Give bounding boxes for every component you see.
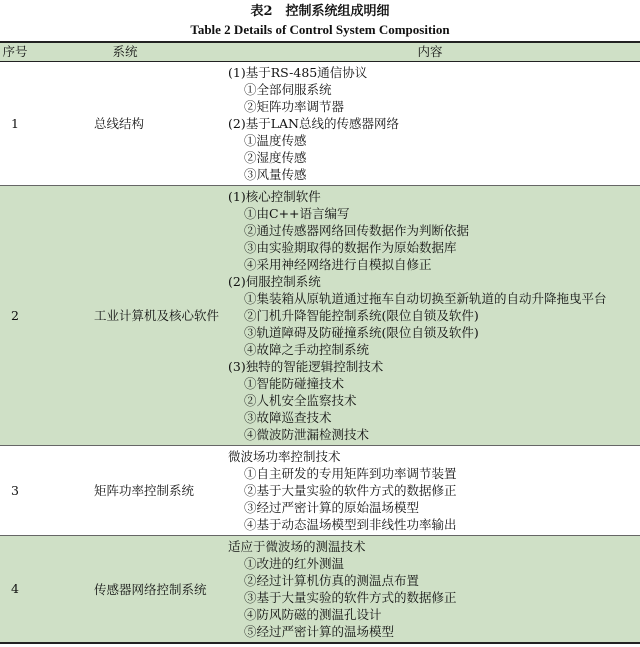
content-item: ③轨道障碍及防碰撞系统(限位自锁及软件)	[244, 324, 479, 340]
content-item: ③基于大量实验的软件方式的数据修正	[244, 589, 457, 605]
content-item: ①改进的红外测温	[244, 555, 345, 571]
content-item: ②湿度传感	[244, 149, 307, 165]
header-system: 系统	[30, 42, 220, 61]
content-item: ②基于大量实验的软件方式的数据修正	[244, 482, 457, 498]
table-header-row	[0, 42, 640, 61]
row-number: 4	[11, 581, 19, 596]
row-number: 2	[11, 307, 19, 323]
content-item: ①集装箱从原轨道通过拖车自动切换至新轨道的自动升降拖曳平台	[244, 290, 607, 306]
content-heading: (1)基于RS-485通信协议	[228, 64, 368, 80]
row-system: 工业计算机及核心软件	[94, 308, 220, 323]
content-item: ①由C++语言编写	[244, 205, 350, 221]
table-caption-english: Table 2 Details of Control System Composition	[190, 22, 450, 37]
content-item: ①自主研发的专用矩阵到功率调节装置	[244, 465, 457, 481]
row-number: 3	[11, 482, 19, 498]
table-row	[0, 445, 640, 535]
content-heading: (3)独特的智能逻辑控制技术	[228, 358, 384, 374]
row-content	[220, 445, 640, 535]
content-item: ④基于动态温场模型到非线性功率输出	[244, 516, 457, 532]
row-content	[220, 185, 640, 445]
row-system: 矩阵功率控制系统	[94, 483, 195, 498]
content-heading: 微波场功率控制技术	[228, 448, 341, 464]
content-item: ②矩阵功率调节器	[244, 98, 345, 114]
content-heading: (1)核心控制软件	[228, 188, 321, 204]
table-caption-chinese: 表2 控制系统组成明细	[250, 4, 390, 19]
row-content	[220, 535, 640, 643]
row-system: 传感器网络控制系统	[94, 581, 207, 597]
content-item: ②门机升降智能控制系统(限位自锁及软件)	[244, 307, 479, 323]
table-row	[0, 185, 640, 445]
content-item: ③经过严密计算的原始温场模型	[244, 499, 420, 515]
header-content: 内容	[220, 42, 640, 61]
row-number: 1	[11, 115, 19, 131]
content-item: ②通过传感器网络回传数据作为判断依据	[244, 222, 470, 238]
content-item: ④故障之手动控制系统	[244, 341, 370, 357]
content-item: ④防风防磁的测温孔设计	[244, 606, 382, 622]
content-item: ④采用神经网络进行自模拟自修正	[244, 256, 432, 272]
table-row	[0, 535, 640, 643]
content-item: ③风量传感	[244, 166, 307, 182]
content-item: ③故障巡查技术	[244, 409, 332, 425]
control-system-table	[0, 41, 640, 644]
content-item: ③由实验期取得的数据作为原始数据库	[244, 239, 457, 255]
content-item: ④微波防泄漏检测技术	[244, 426, 370, 442]
content-heading: 适应于微波场的测温技术	[228, 538, 366, 554]
content-item: ①智能防碰撞技术	[244, 375, 345, 391]
row-system: 总线结构	[94, 116, 145, 131]
content-heading: (2)基于LAN总线的传感器网络	[228, 115, 399, 131]
content-item: ⑤经过严密计算的温场模型	[244, 623, 395, 639]
row-content	[220, 61, 640, 185]
content-item: ①温度传感	[244, 132, 307, 148]
content-item: ①全部伺服系统	[244, 81, 332, 97]
content-item: ②人机安全监察技术	[244, 392, 357, 408]
table-row	[0, 61, 640, 185]
header-num: 序号	[0, 42, 30, 61]
content-item: ②经过计算机仿真的测温点布置	[244, 572, 420, 588]
content-heading: (2)伺服控制系统	[228, 273, 321, 289]
